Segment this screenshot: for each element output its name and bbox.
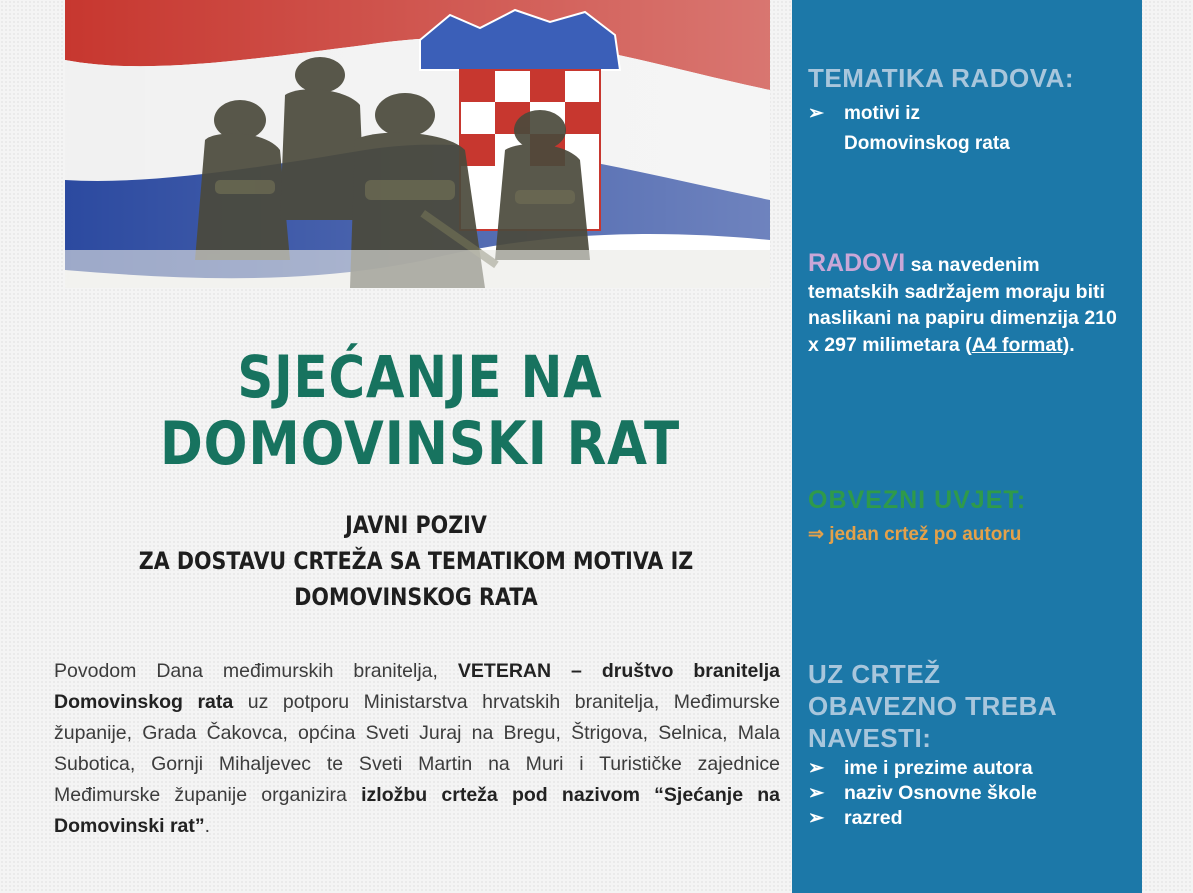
bullet-arrow-icon: ➢ [808, 782, 825, 804]
bullet-arrow-icon: ➢ [808, 807, 825, 829]
uz-crtez-heading-line-1: UZ CRTEŽ [808, 659, 941, 689]
list-item [808, 781, 1037, 806]
tematika-heading: TEMATIKA RADOVA: [808, 63, 1075, 93]
uz-crtez-heading-line-3: NAVESTI: [808, 723, 932, 753]
subtitle-line-3: DOMOVINSKOG RATA [294, 583, 538, 611]
title-line-1: SJEĆANJE NA [237, 343, 603, 411]
uz-crtez-item-3: razred [844, 807, 903, 829]
subtitle [110, 507, 722, 615]
radovi-paragraph [808, 250, 1128, 358]
list-item [808, 756, 1037, 781]
subtitle-line-1: JAVNI POZIV [345, 511, 487, 539]
page-title [136, 345, 704, 479]
croatian-flag-soldiers-image [65, 0, 770, 288]
tematika-item-line-2: Domovinskog rata [844, 133, 1010, 154]
bullet-arrow-icon: ➢ [808, 757, 825, 779]
uz-crtez-heading [808, 658, 1057, 754]
double-arrow-icon: ⇒ [808, 524, 824, 545]
body-bold-exhibition: izložbu crteža pod nazivom “Sjećanje na Domovinski rat” [54, 784, 781, 837]
radovi-text: sa navedenim tematskih sadržajem moraju biti naslikani na papiru dimenzija 210 x 297 milimetara [808, 254, 1117, 356]
info-sidebar [792, 0, 1142, 893]
tematika-item-line-1: motivi iz [844, 103, 921, 124]
a4-format-link[interactable]: A4 format [971, 333, 1063, 356]
body-text-1: Povodom Dana međimurskih branitelja, [54, 660, 438, 682]
title-line-2: DOMOVINSKI RAT [159, 409, 681, 479]
body-bold-organization: VETERAN – društvo branitelja Domovinskog rata [54, 660, 781, 713]
body-paragraph [54, 656, 780, 842]
radovi-paren-close: ). [1062, 333, 1075, 356]
uz-crtez-heading-line-2: OBAVEZNO TREBA [808, 691, 1058, 721]
radovi-paren-open: ( [965, 333, 972, 356]
radovi-word: RADOVI [808, 249, 906, 277]
uz-crtez-list [808, 756, 1037, 831]
uvjet-item [808, 522, 1021, 547]
uz-crtez-item-2: naziv Osnovne škole [844, 782, 1037, 804]
bullet-arrow-icon: ➢ [808, 103, 824, 124]
banner-image [65, 0, 770, 288]
list-item [808, 806, 1037, 831]
uz-crtez-item-1: ime i prezime autora [844, 757, 1033, 779]
tematika-item [808, 101, 1010, 156]
uvjet-heading: OBVEZNI UVJET: [808, 486, 1027, 514]
body-text-3: . [204, 815, 211, 837]
subtitle-line-2: ZA DOSTAVU CRTEŽA SA TEMATIKOM MOTIVA IZ [138, 547, 694, 575]
body-text-2: uz potporu Ministarstva hrvatskih branitelja, Međimurske županije, Grada Čakovca, općina Sveti Juraj na Bregu, Štrigova, Selnica, Mala Subotica, Gornji Mihaljevec te Sveti Martin na Muri i Turističke zajednice Međimurske županije organizira [54, 691, 781, 806]
uvjet-text: jedan crtež po autoru [829, 524, 1022, 545]
